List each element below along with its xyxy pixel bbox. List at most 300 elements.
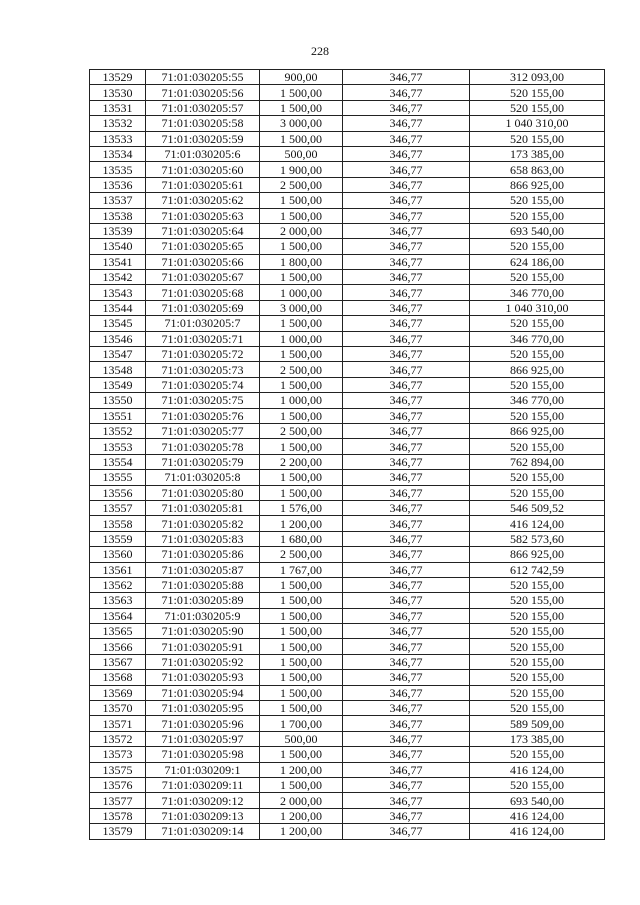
area-cell: 1 000,00 — [260, 285, 343, 300]
table-row — [90, 393, 605, 408]
area-cell: 2 000,00 — [260, 793, 343, 808]
cadastral-number-cell: 71:01:030205:81 — [146, 500, 260, 515]
row-number-cell: 13579 — [90, 824, 146, 839]
table-row — [90, 577, 605, 592]
rate-cell: 346,77 — [343, 285, 470, 300]
value-cell: 520 155,00 — [470, 439, 605, 454]
value-cell: 520 155,00 — [470, 408, 605, 423]
table-row — [90, 454, 605, 469]
row-number-cell: 13552 — [90, 423, 146, 438]
row-number-cell: 13576 — [90, 777, 146, 792]
row-number-cell: 13542 — [90, 270, 146, 285]
cadastral-number-cell: 71:01:030205:82 — [146, 516, 260, 531]
table-row — [90, 408, 605, 423]
table-row — [90, 762, 605, 777]
area-cell: 2 200,00 — [260, 454, 343, 469]
area-cell: 1 500,00 — [260, 439, 343, 454]
rate-cell: 346,77 — [343, 670, 470, 685]
cadastral-number-cell: 71:01:030205:97 — [146, 731, 260, 746]
table-row — [90, 362, 605, 377]
value-cell: 346 770,00 — [470, 331, 605, 346]
value-cell: 520 155,00 — [470, 193, 605, 208]
row-number-cell: 13555 — [90, 470, 146, 485]
table-row — [90, 254, 605, 269]
table-row — [90, 285, 605, 300]
rate-cell: 346,77 — [343, 377, 470, 392]
row-number-cell: 13531 — [90, 100, 146, 115]
cadastral-number-cell: 71:01:030205:76 — [146, 408, 260, 423]
table-row — [90, 516, 605, 531]
area-cell: 2 500,00 — [260, 547, 343, 562]
cadastral-number-cell: 71:01:030209:1 — [146, 762, 260, 777]
cadastral-number-cell: 71:01:030205:96 — [146, 716, 260, 731]
cadastral-number-cell: 71:01:030209:13 — [146, 808, 260, 823]
table-row — [90, 300, 605, 315]
cadastral-number-cell: 71:01:030205:8 — [146, 470, 260, 485]
area-cell: 1 500,00 — [260, 747, 343, 762]
value-cell: 416 124,00 — [470, 762, 605, 777]
rate-cell: 346,77 — [343, 423, 470, 438]
cadastral-number-cell: 71:01:030205:74 — [146, 377, 260, 392]
area-cell: 500,00 — [260, 146, 343, 161]
row-number-cell: 13553 — [90, 439, 146, 454]
rate-cell: 346,77 — [343, 208, 470, 223]
table-row — [90, 270, 605, 285]
row-number-cell: 13570 — [90, 701, 146, 716]
rate-cell: 346,77 — [343, 362, 470, 377]
row-number-cell: 13578 — [90, 808, 146, 823]
area-cell: 1 500,00 — [260, 685, 343, 700]
area-cell: 1 500,00 — [260, 239, 343, 254]
cadastral-number-cell: 71:01:030205:75 — [146, 393, 260, 408]
row-number-cell: 13556 — [90, 485, 146, 500]
value-cell: 520 155,00 — [470, 470, 605, 485]
area-cell: 1 200,00 — [260, 824, 343, 839]
area-cell: 1 500,00 — [260, 100, 343, 115]
value-cell: 582 573,60 — [470, 531, 605, 546]
rate-cell: 346,77 — [343, 485, 470, 500]
area-cell: 1 500,00 — [260, 408, 343, 423]
row-number-cell: 13540 — [90, 239, 146, 254]
value-cell: 520 155,00 — [470, 347, 605, 362]
area-cell: 1 000,00 — [260, 393, 343, 408]
table-row — [90, 331, 605, 346]
cadastral-number-cell: 71:01:030205:68 — [146, 285, 260, 300]
area-cell: 1 680,00 — [260, 531, 343, 546]
table-row — [90, 808, 605, 823]
row-number-cell: 13548 — [90, 362, 146, 377]
area-cell: 3 000,00 — [260, 116, 343, 131]
row-number-cell: 13566 — [90, 639, 146, 654]
area-cell: 1 500,00 — [260, 624, 343, 639]
value-cell: 762 894,00 — [470, 454, 605, 469]
row-number-cell: 13573 — [90, 747, 146, 762]
rate-cell: 346,77 — [343, 300, 470, 315]
cadastral-number-cell: 71:01:030205:60 — [146, 162, 260, 177]
cadastral-number-cell: 71:01:030205:94 — [146, 685, 260, 700]
table-row — [90, 624, 605, 639]
area-cell: 2 000,00 — [260, 223, 343, 238]
table-row — [90, 316, 605, 331]
cadastral-number-cell: 71:01:030205:57 — [146, 100, 260, 115]
table-row — [90, 239, 605, 254]
rate-cell: 346,77 — [343, 654, 470, 669]
row-number-cell: 13559 — [90, 531, 146, 546]
cadastral-number-cell: 71:01:030205:7 — [146, 316, 260, 331]
row-number-cell: 13563 — [90, 593, 146, 608]
cadastral-number-cell: 71:01:030205:62 — [146, 193, 260, 208]
cadastral-number-cell: 71:01:030205:65 — [146, 239, 260, 254]
rate-cell: 346,77 — [343, 624, 470, 639]
table-row — [90, 608, 605, 623]
cadastral-number-cell: 71:01:030205:63 — [146, 208, 260, 223]
table-row — [90, 547, 605, 562]
table-row — [90, 685, 605, 700]
table-row — [90, 500, 605, 515]
rate-cell: 346,77 — [343, 731, 470, 746]
table-body — [90, 70, 605, 840]
rate-cell: 346,77 — [343, 239, 470, 254]
value-cell: 520 155,00 — [470, 639, 605, 654]
area-cell: 1 500,00 — [260, 270, 343, 285]
area-cell: 1 767,00 — [260, 562, 343, 577]
cadastral-number-cell: 71:01:030205:83 — [146, 531, 260, 546]
cadastral-number-cell: 71:01:030209:11 — [146, 777, 260, 792]
cadastral-number-cell: 71:01:030205:61 — [146, 177, 260, 192]
area-cell: 1 000,00 — [260, 331, 343, 346]
area-cell: 1 500,00 — [260, 347, 343, 362]
table-row — [90, 70, 605, 85]
area-cell: 2 500,00 — [260, 177, 343, 192]
value-cell: 312 093,00 — [470, 70, 605, 85]
area-cell: 1 200,00 — [260, 516, 343, 531]
table-row — [90, 146, 605, 161]
value-cell: 693 540,00 — [470, 223, 605, 238]
row-number-cell: 13544 — [90, 300, 146, 315]
area-cell: 1 500,00 — [260, 577, 343, 592]
table-row — [90, 439, 605, 454]
rate-cell: 346,77 — [343, 562, 470, 577]
table-row — [90, 670, 605, 685]
table-row — [90, 223, 605, 238]
value-cell: 1 040 310,00 — [470, 116, 605, 131]
area-cell: 2 500,00 — [260, 423, 343, 438]
rate-cell: 346,77 — [343, 316, 470, 331]
rate-cell: 346,77 — [343, 793, 470, 808]
row-number-cell: 13541 — [90, 254, 146, 269]
cadastral-number-cell: 71:01:030205:78 — [146, 439, 260, 454]
row-number-cell: 13538 — [90, 208, 146, 223]
cadastral-number-cell: 71:01:030205:73 — [146, 362, 260, 377]
rate-cell: 346,77 — [343, 577, 470, 592]
rate-cell: 346,77 — [343, 685, 470, 700]
table-row — [90, 423, 605, 438]
cadastral-number-cell: 71:01:030205:69 — [146, 300, 260, 315]
value-cell: 520 155,00 — [470, 701, 605, 716]
rate-cell: 346,77 — [343, 393, 470, 408]
value-cell: 520 155,00 — [470, 100, 605, 115]
area-cell: 3 000,00 — [260, 300, 343, 315]
table-row — [90, 562, 605, 577]
cadastral-number-cell: 71:01:030205:77 — [146, 423, 260, 438]
value-cell: 520 155,00 — [470, 777, 605, 792]
table-row — [90, 716, 605, 731]
area-cell: 1 500,00 — [260, 639, 343, 654]
row-number-cell: 13543 — [90, 285, 146, 300]
cadastral-number-cell: 71:01:030205:89 — [146, 593, 260, 608]
area-cell: 1 500,00 — [260, 193, 343, 208]
table-row — [90, 193, 605, 208]
rate-cell: 346,77 — [343, 254, 470, 269]
rate-cell: 346,77 — [343, 146, 470, 161]
row-number-cell: 13575 — [90, 762, 146, 777]
row-number-cell: 13558 — [90, 516, 146, 531]
rate-cell: 346,77 — [343, 439, 470, 454]
cadastral-number-cell: 71:01:030209:14 — [146, 824, 260, 839]
row-number-cell: 13562 — [90, 577, 146, 592]
area-cell: 1 500,00 — [260, 593, 343, 608]
row-number-cell: 13545 — [90, 316, 146, 331]
rate-cell: 346,77 — [343, 701, 470, 716]
cadastral-number-cell: 71:01:030205:93 — [146, 670, 260, 685]
area-cell: 2 500,00 — [260, 362, 343, 377]
table-row — [90, 531, 605, 546]
row-number-cell: 13561 — [90, 562, 146, 577]
table-row — [90, 377, 605, 392]
cadastral-number-cell: 71:01:030205:66 — [146, 254, 260, 269]
value-cell: 612 742,59 — [470, 562, 605, 577]
row-number-cell: 13539 — [90, 223, 146, 238]
area-cell: 1 576,00 — [260, 500, 343, 515]
rate-cell: 346,77 — [343, 824, 470, 839]
cadastral-value-table — [89, 69, 605, 840]
value-cell: 866 925,00 — [470, 177, 605, 192]
area-cell: 1 500,00 — [260, 377, 343, 392]
value-cell: 416 124,00 — [470, 808, 605, 823]
table-row — [90, 162, 605, 177]
rate-cell: 346,77 — [343, 547, 470, 562]
value-cell: 173 385,00 — [470, 146, 605, 161]
cadastral-number-cell: 71:01:030205:58 — [146, 116, 260, 131]
table-row — [90, 654, 605, 669]
value-cell: 546 509,52 — [470, 500, 605, 515]
area-cell: 500,00 — [260, 731, 343, 746]
row-number-cell: 13565 — [90, 624, 146, 639]
table-row — [90, 470, 605, 485]
table-row — [90, 777, 605, 792]
value-cell: 520 155,00 — [470, 747, 605, 762]
area-cell: 1 700,00 — [260, 716, 343, 731]
area-cell: 1 500,00 — [260, 777, 343, 792]
value-cell: 589 509,00 — [470, 716, 605, 731]
cadastral-number-cell: 71:01:030205:64 — [146, 223, 260, 238]
value-cell: 866 925,00 — [470, 362, 605, 377]
value-cell: 520 155,00 — [470, 485, 605, 500]
rate-cell: 346,77 — [343, 608, 470, 623]
cadastral-number-cell: 71:01:030205:90 — [146, 624, 260, 639]
table-row — [90, 85, 605, 100]
row-number-cell: 13569 — [90, 685, 146, 700]
row-number-cell: 13537 — [90, 193, 146, 208]
row-number-cell: 13547 — [90, 347, 146, 362]
row-number-cell: 13577 — [90, 793, 146, 808]
rate-cell: 346,77 — [343, 223, 470, 238]
rate-cell: 346,77 — [343, 747, 470, 762]
value-cell: 520 155,00 — [470, 608, 605, 623]
table-row — [90, 747, 605, 762]
area-cell: 900,00 — [260, 70, 343, 85]
value-cell: 416 124,00 — [470, 516, 605, 531]
value-cell: 624 186,00 — [470, 254, 605, 269]
cadastral-number-cell: 71:01:030205:9 — [146, 608, 260, 623]
table-row — [90, 701, 605, 716]
value-cell: 866 925,00 — [470, 423, 605, 438]
row-number-cell: 13571 — [90, 716, 146, 731]
cadastral-number-cell: 71:01:030205:79 — [146, 454, 260, 469]
area-cell: 1 500,00 — [260, 131, 343, 146]
area-cell: 1 500,00 — [260, 316, 343, 331]
value-cell: 520 155,00 — [470, 239, 605, 254]
cadastral-number-cell: 71:01:030205:80 — [146, 485, 260, 500]
area-cell: 1 500,00 — [260, 85, 343, 100]
cadastral-number-cell: 71:01:030205:87 — [146, 562, 260, 577]
row-number-cell: 13564 — [90, 608, 146, 623]
value-cell: 520 155,00 — [470, 270, 605, 285]
rate-cell: 346,77 — [343, 408, 470, 423]
area-cell: 1 500,00 — [260, 654, 343, 669]
table-row — [90, 177, 605, 192]
value-cell: 1 040 310,00 — [470, 300, 605, 315]
area-cell: 1 200,00 — [260, 808, 343, 823]
value-cell: 520 155,00 — [470, 670, 605, 685]
area-cell: 1 200,00 — [260, 762, 343, 777]
row-number-cell: 13535 — [90, 162, 146, 177]
area-cell: 1 500,00 — [260, 608, 343, 623]
cadastral-number-cell: 71:01:030205:91 — [146, 639, 260, 654]
area-cell: 1 500,00 — [260, 701, 343, 716]
table-row — [90, 824, 605, 839]
row-number-cell: 13572 — [90, 731, 146, 746]
value-cell: 866 925,00 — [470, 547, 605, 562]
rate-cell: 346,77 — [343, 808, 470, 823]
rate-cell: 346,77 — [343, 131, 470, 146]
row-number-cell: 13557 — [90, 500, 146, 515]
rate-cell: 346,77 — [343, 85, 470, 100]
area-cell: 1 500,00 — [260, 470, 343, 485]
rate-cell: 346,77 — [343, 116, 470, 131]
row-number-cell: 13549 — [90, 377, 146, 392]
rate-cell: 346,77 — [343, 193, 470, 208]
rate-cell: 346,77 — [343, 716, 470, 731]
cadastral-number-cell: 71:01:030205:86 — [146, 547, 260, 562]
value-cell: 520 155,00 — [470, 685, 605, 700]
value-cell: 520 155,00 — [470, 654, 605, 669]
rate-cell: 346,77 — [343, 162, 470, 177]
rate-cell: 346,77 — [343, 454, 470, 469]
value-cell: 520 155,00 — [470, 377, 605, 392]
table-row — [90, 731, 605, 746]
rate-cell: 346,77 — [343, 70, 470, 85]
cadastral-number-cell: 71:01:030205:98 — [146, 747, 260, 762]
row-number-cell: 13530 — [90, 85, 146, 100]
value-cell: 346 770,00 — [470, 285, 605, 300]
value-cell: 173 385,00 — [470, 731, 605, 746]
value-cell: 520 155,00 — [470, 624, 605, 639]
rate-cell: 346,77 — [343, 762, 470, 777]
cadastral-number-cell: 71:01:030205:88 — [146, 577, 260, 592]
area-cell: 1 500,00 — [260, 670, 343, 685]
row-number-cell: 13529 — [90, 70, 146, 85]
rate-cell: 346,77 — [343, 347, 470, 362]
cadastral-number-cell: 71:01:030205:72 — [146, 347, 260, 362]
row-number-cell: 13560 — [90, 547, 146, 562]
row-number-cell: 13568 — [90, 670, 146, 685]
cadastral-number-cell: 71:01:030205:67 — [146, 270, 260, 285]
value-cell: 416 124,00 — [470, 824, 605, 839]
cadastral-number-cell: 71:01:030205:56 — [146, 85, 260, 100]
table-row — [90, 639, 605, 654]
table-row — [90, 793, 605, 808]
table-row — [90, 347, 605, 362]
row-number-cell: 13534 — [90, 146, 146, 161]
cadastral-number-cell: 71:01:030205:55 — [146, 70, 260, 85]
row-number-cell: 13536 — [90, 177, 146, 192]
value-cell: 658 863,00 — [470, 162, 605, 177]
row-number-cell: 13546 — [90, 331, 146, 346]
rate-cell: 346,77 — [343, 516, 470, 531]
row-number-cell: 13532 — [90, 116, 146, 131]
value-cell: 520 155,00 — [470, 593, 605, 608]
rate-cell: 346,77 — [343, 500, 470, 515]
area-cell: 1 900,00 — [260, 162, 343, 177]
cadastral-number-cell: 71:01:030205:6 — [146, 146, 260, 161]
cadastral-number-cell: 71:01:030205:95 — [146, 701, 260, 716]
rate-cell: 346,77 — [343, 777, 470, 792]
table-row — [90, 485, 605, 500]
table-row — [90, 131, 605, 146]
rate-cell: 346,77 — [343, 331, 470, 346]
cadastral-number-cell: 71:01:030205:71 — [146, 331, 260, 346]
area-cell: 1 500,00 — [260, 208, 343, 223]
cadastral-number-cell: 71:01:030205:92 — [146, 654, 260, 669]
row-number-cell: 13550 — [90, 393, 146, 408]
cadastral-number-cell: 71:01:030205:59 — [146, 131, 260, 146]
rate-cell: 346,77 — [343, 639, 470, 654]
area-cell: 1 800,00 — [260, 254, 343, 269]
row-number-cell: 13567 — [90, 654, 146, 669]
table-row — [90, 100, 605, 115]
value-cell: 520 155,00 — [470, 208, 605, 223]
rate-cell: 346,77 — [343, 470, 470, 485]
value-cell: 520 155,00 — [470, 131, 605, 146]
value-cell: 520 155,00 — [470, 577, 605, 592]
row-number-cell: 13533 — [90, 131, 146, 146]
table-row — [90, 116, 605, 131]
table-row — [90, 208, 605, 223]
cadastral-number-cell: 71:01:030209:12 — [146, 793, 260, 808]
rate-cell: 346,77 — [343, 177, 470, 192]
rate-cell: 346,77 — [343, 100, 470, 115]
area-cell: 1 500,00 — [260, 485, 343, 500]
rate-cell: 346,77 — [343, 270, 470, 285]
value-cell: 520 155,00 — [470, 85, 605, 100]
rate-cell: 346,77 — [343, 593, 470, 608]
table-row — [90, 593, 605, 608]
row-number-cell: 13554 — [90, 454, 146, 469]
row-number-cell: 13551 — [90, 408, 146, 423]
rate-cell: 346,77 — [343, 531, 470, 546]
value-cell: 346 770,00 — [470, 393, 605, 408]
